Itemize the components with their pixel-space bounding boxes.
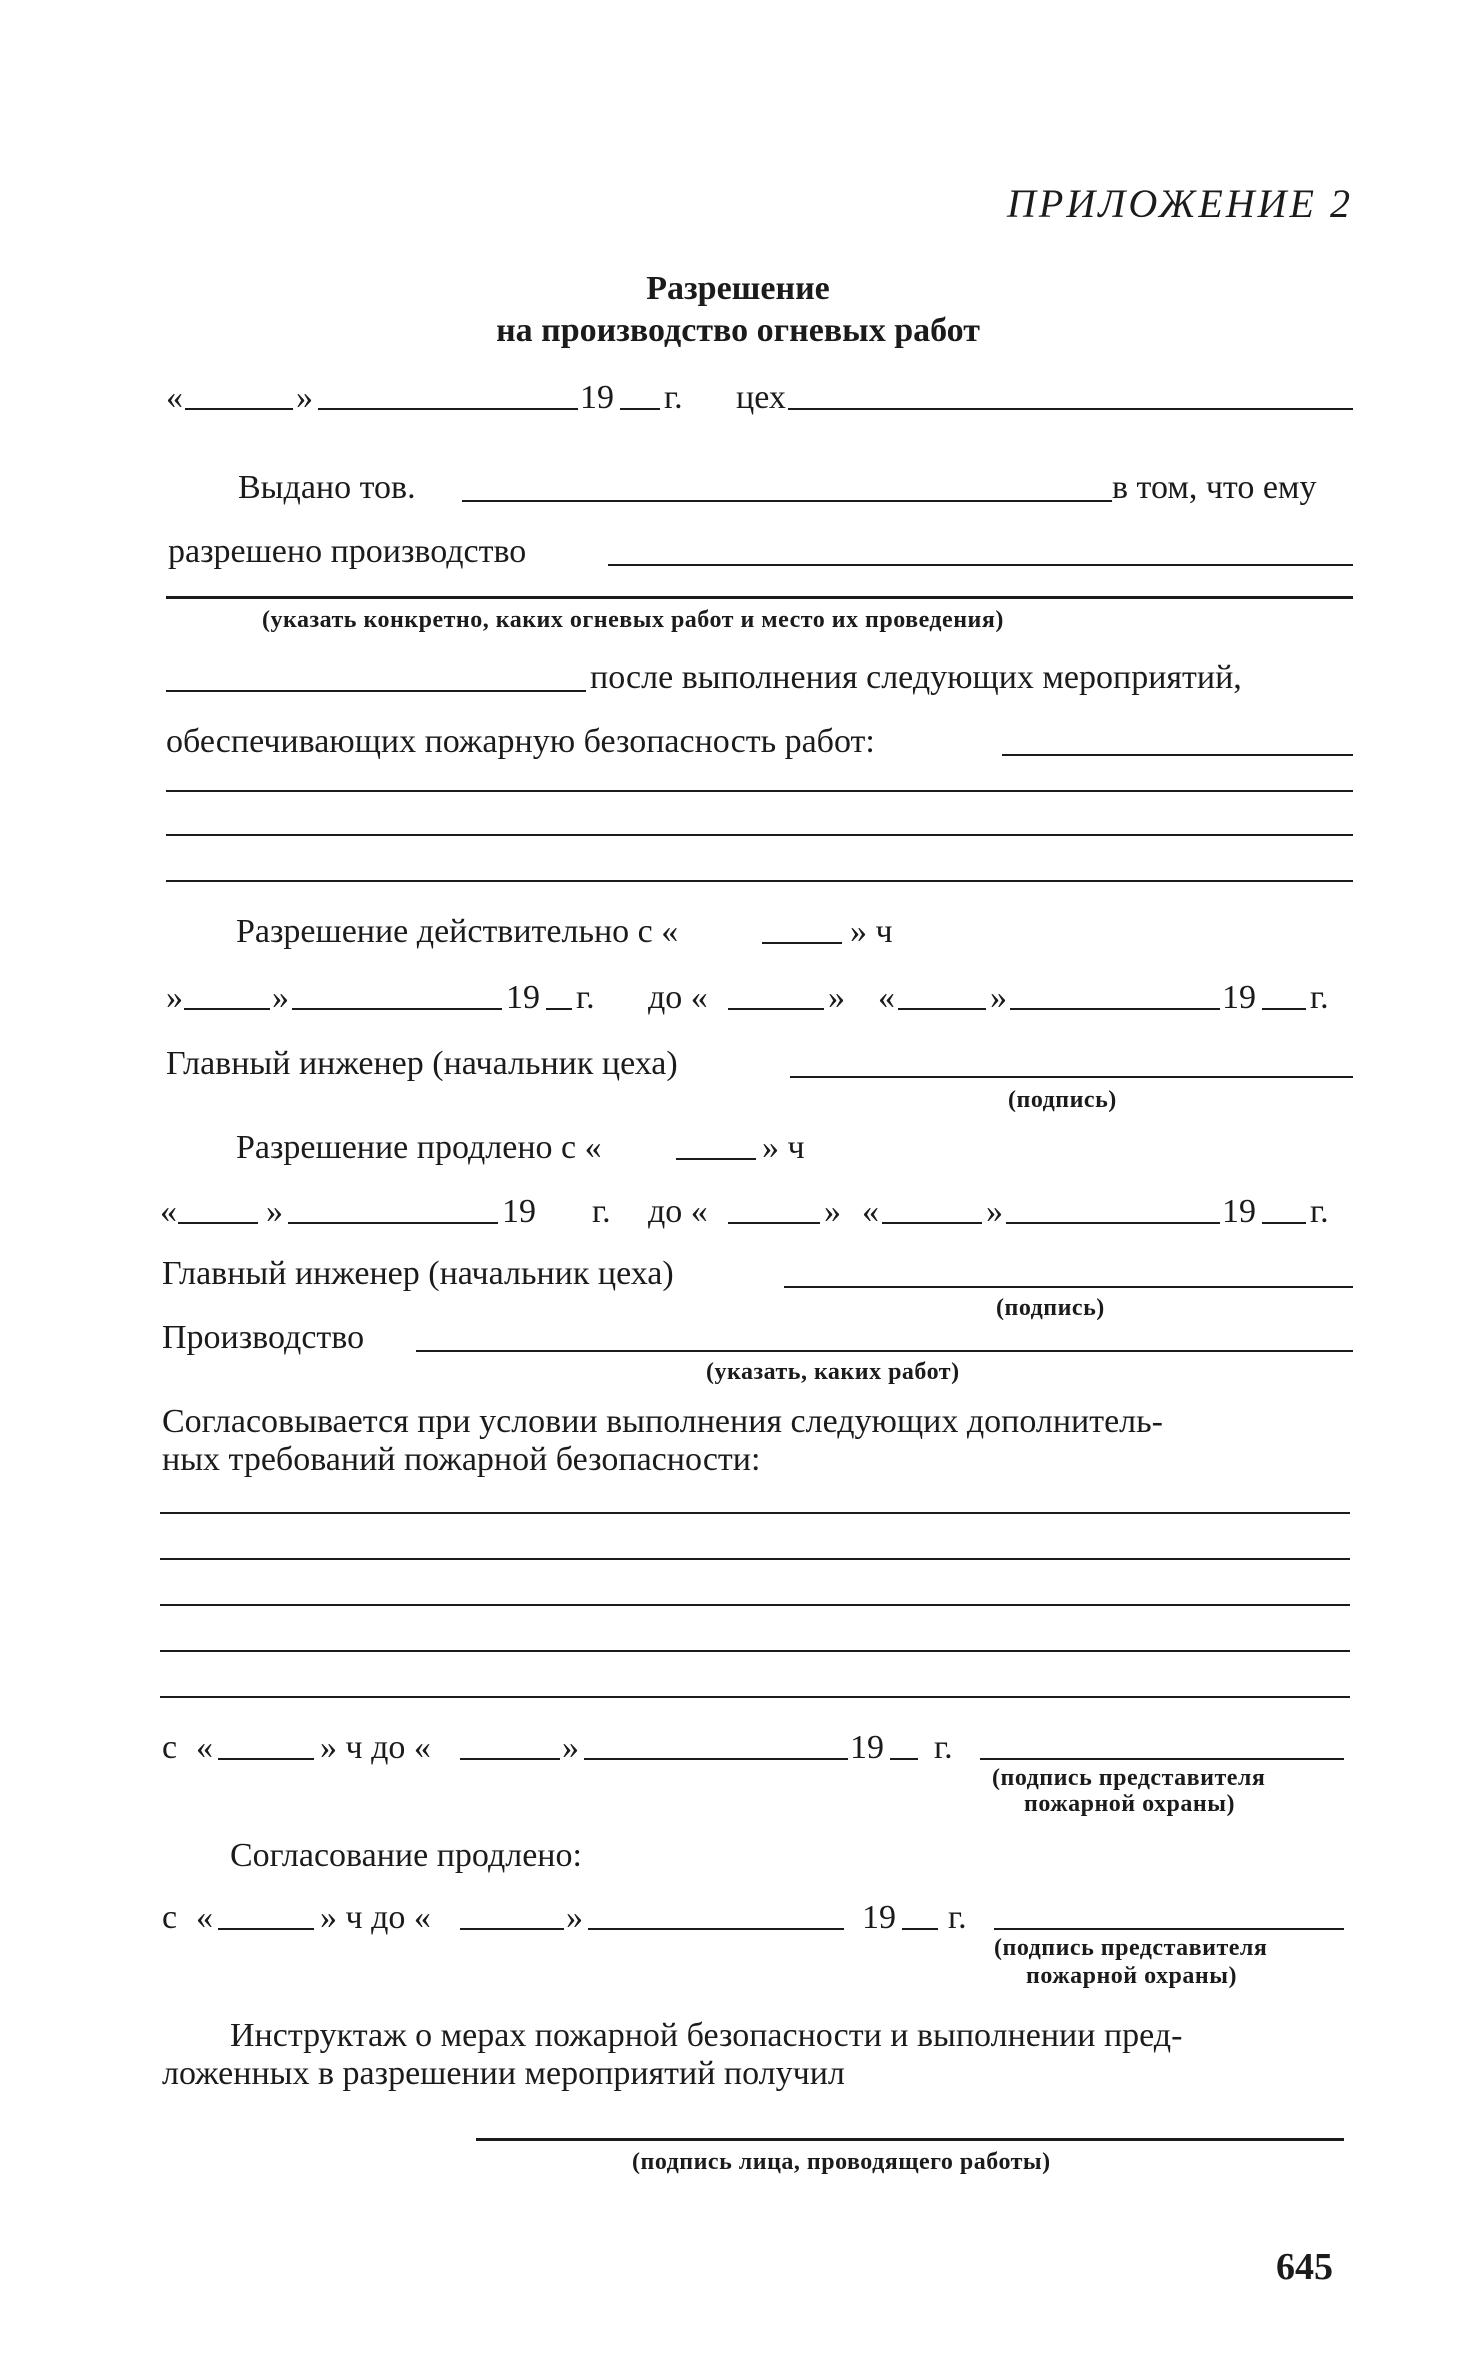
measures-ensuring: обеспечивающих пожарную безопасность работ: bbox=[166, 723, 875, 760]
year-suffix: г. bbox=[664, 379, 683, 416]
permitted-label: разрешено производство bbox=[168, 533, 527, 570]
instruction-caption: (подпись лица, проводящего работы) bbox=[632, 2149, 1051, 2175]
agreement-extended-label: Согласование продлено: bbox=[230, 1837, 582, 1874]
extended-year-suffix-2: г. bbox=[1310, 1193, 1329, 1230]
extended-hours: » ч bbox=[762, 1129, 805, 1166]
validity-label: Разрешение действительно с « bbox=[236, 913, 679, 950]
requirements-field-4[interactable] bbox=[160, 1650, 1350, 1652]
validity-year-2: 19 bbox=[1222, 979, 1256, 1016]
requirements-field-3[interactable] bbox=[160, 1604, 1350, 1606]
validity-year-field[interactable] bbox=[546, 1008, 572, 1010]
extended-until-year-field[interactable] bbox=[1262, 1222, 1306, 1224]
extended-hour-field[interactable] bbox=[676, 1158, 756, 1160]
validity-month-field[interactable] bbox=[292, 1008, 502, 1010]
extended-year-suffix: г. bbox=[592, 1193, 611, 1230]
chief2-signature-field[interactable] bbox=[784, 1286, 1353, 1288]
year-prefix: 19 bbox=[580, 379, 614, 416]
agree2-until-hour-field[interactable] bbox=[460, 1928, 564, 1930]
instruction-signature-field[interactable] bbox=[476, 2138, 1344, 2141]
validity-year-suffix: г. bbox=[576, 979, 595, 1016]
extended-month-field[interactable] bbox=[288, 1222, 498, 1224]
month-field[interactable] bbox=[318, 408, 578, 410]
validity-q4: « bbox=[878, 979, 895, 1016]
agree1-q-open: « bbox=[196, 1729, 213, 1766]
extended-year-2: 19 bbox=[1222, 1193, 1256, 1230]
chief1-label: Главный инженер (начальник цеха) bbox=[166, 1045, 678, 1082]
requirements-field-2[interactable] bbox=[160, 1558, 1350, 1560]
day-field[interactable] bbox=[185, 408, 293, 410]
production-label: Производство bbox=[162, 1319, 365, 1356]
validity-until-year-field[interactable] bbox=[1262, 1008, 1306, 1010]
validity-until-hour-field[interactable] bbox=[728, 1008, 824, 1010]
agreement-line1: Согласовывается при условии выполнения следующих дополнитель- bbox=[162, 1403, 1163, 1440]
requirements-field-1[interactable] bbox=[160, 1512, 1350, 1514]
agree2-caption-2: пожарной охраны) bbox=[1026, 1963, 1237, 1989]
open-quote: « bbox=[166, 379, 183, 416]
issued-suffix: в том, что ему bbox=[1112, 469, 1317, 506]
form-title-line1: Разрешение bbox=[646, 270, 830, 307]
validity-year: 19 bbox=[506, 979, 540, 1016]
appendix-heading: ПРИЛОЖЕНИЕ 2 bbox=[1007, 181, 1353, 226]
measures-pre-field[interactable] bbox=[166, 690, 586, 692]
shop-field[interactable] bbox=[788, 408, 1353, 410]
validity-q3: » bbox=[828, 979, 845, 1016]
measures-field-3[interactable] bbox=[166, 834, 1353, 836]
page-number: 645 bbox=[1276, 2246, 1333, 2288]
validity-q1: » bbox=[166, 979, 183, 1016]
extended-until-month-field[interactable] bbox=[1006, 1222, 1220, 1224]
agree2-q-open: « bbox=[196, 1899, 213, 1936]
chief1-caption: (подпись) bbox=[1008, 1087, 1117, 1113]
permitted-work-field-2[interactable] bbox=[166, 596, 1353, 599]
agree1-until-hour-field[interactable] bbox=[460, 1758, 560, 1760]
extended-until: до « bbox=[648, 1193, 708, 1230]
agree2-year: 19 bbox=[862, 1899, 896, 1936]
agree2-until: » ч до « bbox=[320, 1899, 431, 1936]
work-caption: (указать конкретно, каких огневых работ и место их проведения) bbox=[262, 607, 1004, 633]
validity-year-suffix-2: г. bbox=[1310, 979, 1329, 1016]
validity-until: до « bbox=[648, 979, 708, 1016]
agreement-line2: ных требований пожарной безопасности: bbox=[162, 1441, 761, 1478]
agree1-q-close: » bbox=[562, 1729, 579, 1766]
measures-after: после выполнения следующих мероприятий, bbox=[590, 659, 1242, 696]
extended-until-hour-field[interactable] bbox=[728, 1222, 820, 1224]
agree1-year: 19 bbox=[850, 1729, 884, 1766]
extended-q5: » bbox=[986, 1193, 1003, 1230]
agree1-year-field[interactable] bbox=[890, 1758, 918, 1760]
year-field[interactable] bbox=[620, 408, 660, 410]
agree2-signature-field[interactable] bbox=[994, 1928, 1344, 1930]
agree1-date-field[interactable] bbox=[584, 1758, 848, 1760]
agree2-year-field[interactable] bbox=[902, 1928, 938, 1930]
instruction-line2: ложенных в разрешении мероприятий получил bbox=[162, 2055, 845, 2092]
validity-until-month-field[interactable] bbox=[1010, 1008, 1220, 1010]
production-caption: (указать, каких работ) bbox=[706, 1359, 960, 1385]
validity-q5: » bbox=[990, 979, 1007, 1016]
agree1-until: » ч до « bbox=[320, 1729, 431, 1766]
measures-field-1[interactable] bbox=[1002, 754, 1353, 756]
agree2-hour-field[interactable] bbox=[218, 1928, 314, 1930]
agree1-caption-1: (подпись представителя bbox=[992, 1765, 1266, 1791]
extended-year: 19 bbox=[502, 1193, 536, 1230]
agree1-c: с bbox=[162, 1729, 178, 1766]
agree2-c: с bbox=[162, 1899, 178, 1936]
validity-until-day-field[interactable] bbox=[898, 1008, 986, 1010]
agree2-caption-1: (подпись представителя bbox=[994, 1935, 1268, 1961]
validity-hours: » ч bbox=[850, 913, 893, 950]
agree1-signature-field[interactable] bbox=[980, 1758, 1344, 1760]
measures-field-2[interactable] bbox=[166, 790, 1353, 792]
extended-q4: « bbox=[862, 1193, 879, 1230]
form-title-line2: на производство огневых работ bbox=[496, 312, 980, 349]
chief2-caption: (подпись) bbox=[996, 1295, 1105, 1321]
extended-day-field[interactable] bbox=[178, 1222, 258, 1224]
permitted-work-field[interactable] bbox=[608, 564, 1353, 566]
chief1-signature-field[interactable] bbox=[790, 1076, 1353, 1078]
chief2-label: Главный инженер (начальник цеха) bbox=[162, 1255, 674, 1292]
validity-day-field[interactable] bbox=[184, 1008, 270, 1010]
validity-hour-field[interactable] bbox=[762, 942, 842, 944]
issued-label: Выдано тов. bbox=[238, 469, 416, 506]
agree1-hour-field[interactable] bbox=[218, 1758, 314, 1760]
issued-name-field[interactable] bbox=[462, 500, 1112, 502]
extended-label: Разрешение продлено с « bbox=[236, 1129, 602, 1166]
extended-q2: » bbox=[266, 1193, 283, 1230]
close-quote: » bbox=[296, 379, 313, 416]
agree2-q-close: » bbox=[566, 1899, 583, 1936]
agree1-year-suffix: г. bbox=[934, 1729, 953, 1766]
requirements-field-5[interactable] bbox=[160, 1696, 1350, 1698]
extended-until-day-field[interactable] bbox=[882, 1222, 982, 1224]
validity-q2: » bbox=[272, 979, 289, 1016]
shop-label: цех bbox=[736, 379, 786, 416]
agree1-caption-2: пожарной охраны) bbox=[1024, 1791, 1235, 1817]
agree2-year-suffix: г. bbox=[948, 1899, 967, 1936]
extended-q3: » bbox=[824, 1193, 841, 1230]
instruction-line1: Инструктаж о мерах пожарной безопасности и выполнении пред- bbox=[230, 2017, 1183, 2054]
agree2-date-field[interactable] bbox=[588, 1928, 844, 1930]
production-field[interactable] bbox=[416, 1350, 1353, 1352]
measures-field-4[interactable] bbox=[166, 880, 1353, 882]
extended-q1: « bbox=[160, 1193, 177, 1230]
